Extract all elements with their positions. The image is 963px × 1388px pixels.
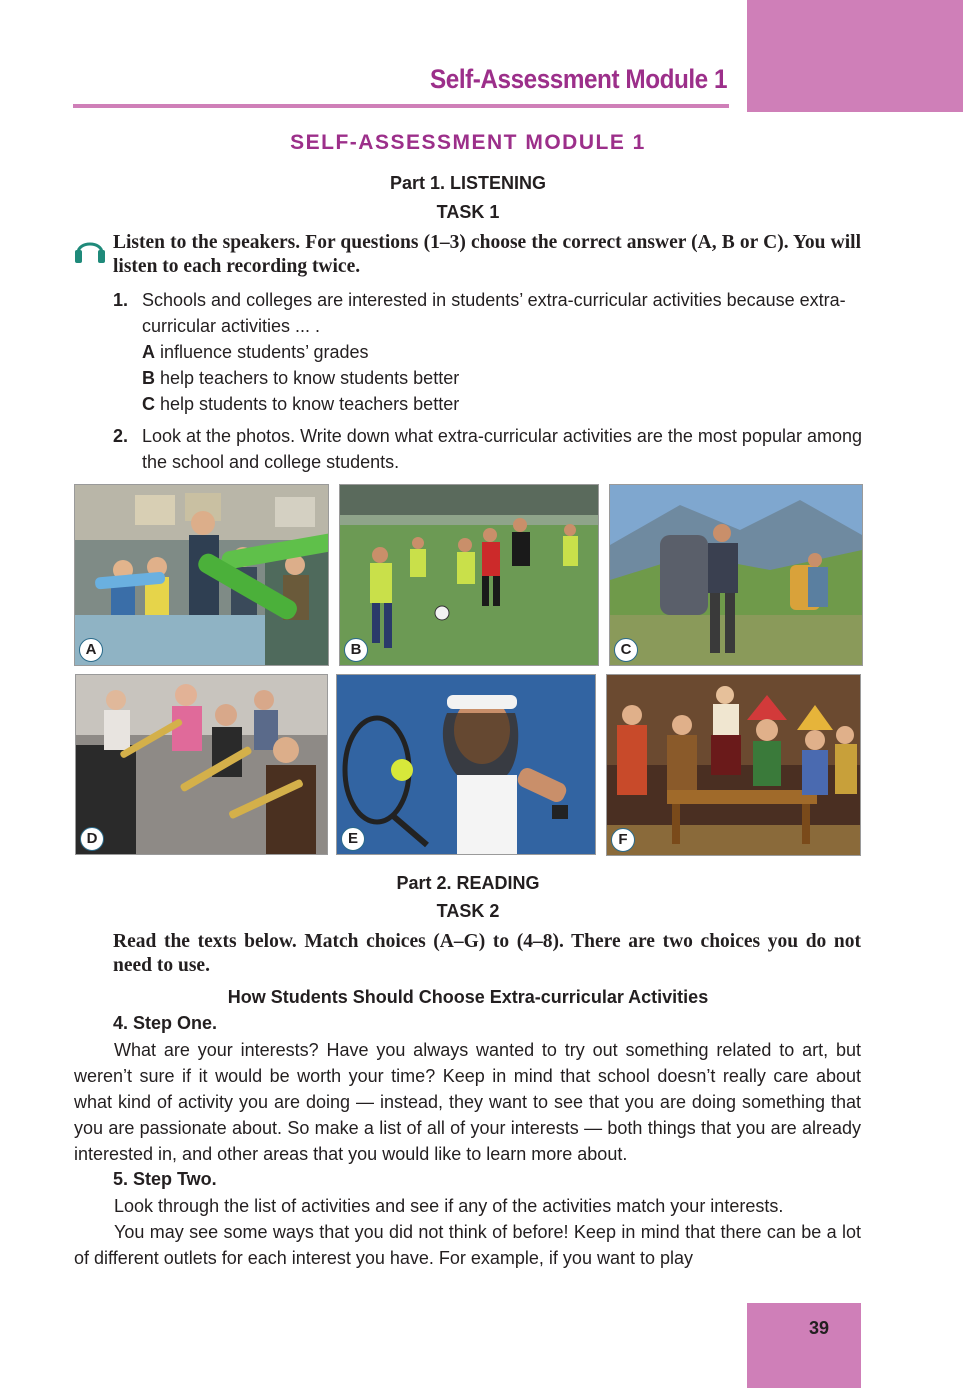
photo-label: E: [341, 827, 365, 851]
option-a: A influence students’ grades: [142, 342, 369, 362]
option-c: C help students to know teachers better: [142, 394, 460, 414]
photo-f: [606, 674, 861, 856]
headphones-icon: [73, 233, 107, 265]
photo-b: [339, 484, 599, 666]
header-divider: [73, 104, 729, 108]
option-b: B help teachers to know students better: [142, 368, 460, 388]
question-1: [113, 287, 863, 417]
part2-title: Part 2. READING: [396, 873, 540, 893]
page-number-tab: [747, 1303, 861, 1388]
article-title: How Students Should Choose Extra-curricular Activities: [227, 987, 709, 1007]
step-two-heading: 5. Step Two.: [113, 1169, 217, 1189]
photo-a: [74, 484, 329, 666]
photo-label: F: [611, 828, 635, 852]
question-number: 2.: [113, 426, 129, 446]
photo-label: B: [344, 638, 368, 662]
task2-instruction: Read the texts below. Match choices (A–G) to (4–8). There are two choices you do not need to use.: [113, 931, 861, 976]
step-two-paragraph-1: Look through the list of activities and see if any of the activities match your interests.: [114, 1196, 784, 1216]
photo-label: A: [79, 638, 103, 662]
step-two-paragraph-2: You may see some ways that you did not think of before! Keep in mind that there can be a lot of different outlets for each interest you have. For example, if you want to play: [74, 1222, 861, 1268]
part1-title: Part 1. LISTENING: [389, 173, 547, 193]
photo-label: D: [80, 827, 104, 851]
photo-c: [609, 484, 863, 666]
question-number: 1.: [113, 290, 129, 310]
photo-label: C: [614, 638, 638, 662]
module-heading: SELF-ASSESSMENT MODULE 1: [290, 131, 646, 154]
question-2: [113, 423, 863, 475]
corner-color-tab: [747, 0, 963, 112]
page-number: 39: [808, 1318, 830, 1338]
photo-d: [75, 674, 328, 855]
question-text: Look at the photos. Write down what extra-curricular activities are the most popular among the school and college students.: [142, 426, 863, 472]
question-text: Schools and colleges are interested in students’ extra-curricular activities because extra-curricular activities ... .: [142, 290, 846, 336]
task2-title: TASK 2: [436, 901, 500, 921]
task1-instruction: Listen to the speakers. For questions (1–3) choose the correct answer (A, B or C). You will listen to each recording twice.: [113, 232, 861, 277]
task1-title: TASK 1: [436, 202, 500, 222]
step-one-heading: 4. Step One.: [113, 1013, 218, 1033]
photo-e: [336, 674, 596, 855]
step-one-paragraph: What are your interests? Have you always wanted to try out something related to art, but weren’t sure if it would be worth your time? Keep in mind that school doesn’t really care about what kind of activity you are doing — instead, they want to see that you are doing something that you are passionate about. So make a list of all of your interests — both things that you are already interested in, and other areas that you would like to learn more about.: [74, 1040, 861, 1164]
running-header-title: Self-Assessment Module 1: [429, 64, 727, 94]
